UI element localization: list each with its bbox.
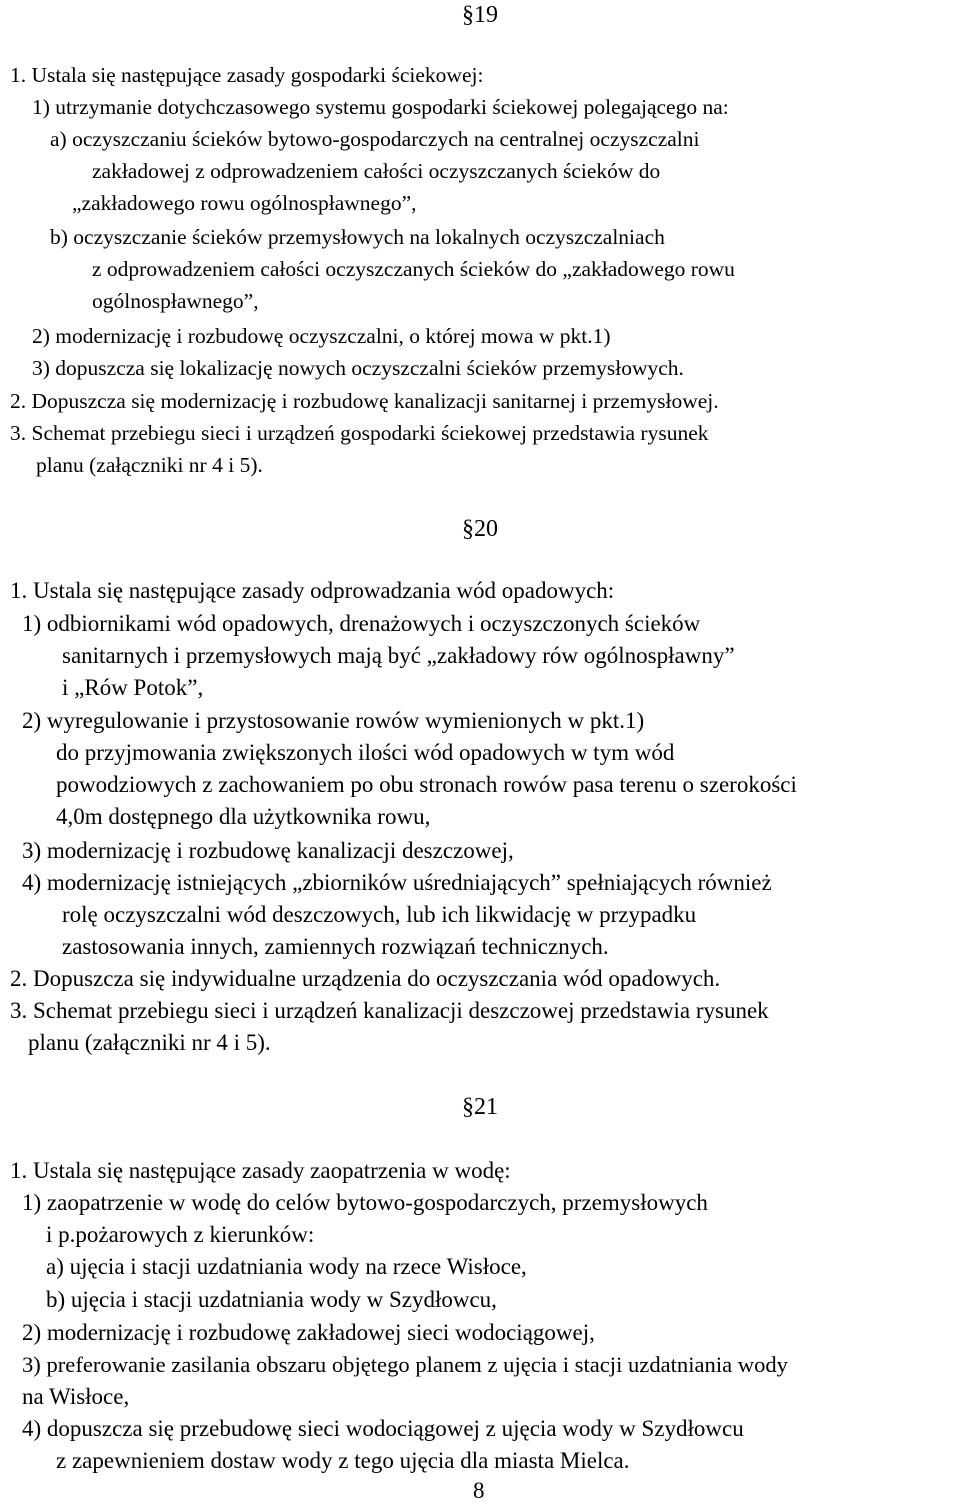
sec19-line: planu (załączniki nr 4 i 5). <box>36 453 263 477</box>
sec21-line: 4) dopuszcza się przebudowę sieci wodociągowej z ujęcia wody w Szydłowcu <box>22 1416 744 1441</box>
section-19-heading: §19 <box>462 2 498 28</box>
sec20-line: zastosowania innych, zamiennych rozwiązań technicznych. <box>62 934 609 959</box>
sec21-line: z zapewnieniem dostaw wody z tego ujęcia dla miasta Mielca. <box>56 1448 630 1473</box>
sec20-line: 2. Dopuszcza się indywidualne urządzenia do oczyszczania wód opadowych. <box>10 966 721 991</box>
sec19-line: a) oczyszczaniu ścieków bytowo-gospodarczych na centralnej oczyszczalni <box>50 127 700 151</box>
sec19-line: b) oczyszczanie ścieków przemysłowych na lokalnych oczyszczalniach <box>50 225 665 249</box>
sec20-line: 4) modernizację istniejących „zbiorników uśredniających” spełniających również <box>22 870 772 895</box>
sec20-line: powodziowych z zachowaniem po obu stronach rowów pasa terenu o szerokości <box>56 772 797 797</box>
sec21-line: na Wisłoce, <box>22 1384 130 1409</box>
sec19-line: 3) dopuszcza się lokalizację nowych oczyszczalni ścieków przemysłowych. <box>32 356 684 380</box>
page-number: 8 <box>473 1478 485 1503</box>
sec19-line: „zakładowego rowu ogólnospławnego”, <box>72 191 417 215</box>
sec20-line: rolę oczyszczalni wód deszczowych, lub ich likwidację w przypadku <box>62 902 697 927</box>
sec21-line: a) ujęcia i stacji uzdatniania wody na rzece Wisłoce, <box>46 1254 527 1279</box>
sec20-line: sanitarnych i przemysłowych mają być „zakładowy rów ogólnospławny” <box>62 643 735 668</box>
sec19-line: ogólnospławnego”, <box>92 289 259 313</box>
sec20-line: 4,0m dostępnego dla użytkownika rowu, <box>56 804 431 829</box>
sec21-line: b) ujęcia i stacji uzdatniania wody w Szydłowcu, <box>46 1287 497 1312</box>
sec21-line: i p.pożarowych z kierunków: <box>46 1222 315 1247</box>
sec20-line: 3) modernizację i rozbudowę kanalizacji deszczowej, <box>22 838 514 863</box>
sec19-line: z odprowadzeniem całości oczyszczanych ścieków do „zakładowego rowu <box>92 257 735 281</box>
sec20-line: 1) odbiornikami wód opadowych, drenażowych i oczyszczonych ścieków <box>22 611 701 636</box>
section-20-heading: §20 <box>462 516 498 542</box>
sec19-line: 2. Dopuszcza się modernizację i rozbudowę kanalizacji sanitarnej i przemysłowej. <box>10 389 719 413</box>
sec20-line: 3. Schemat przebiegu sieci i urządzeń kanalizacji deszczowej przedstawia rysunek <box>10 998 769 1023</box>
sec20-line: i „Rów Potok”, <box>62 675 204 700</box>
sec21-line: 3) preferowanie zasilania obszaru objętego planem z ujęcia i stacji uzdatniania wody <box>22 1352 788 1377</box>
sec20-line: do przyjmowania zwiększonych ilości wód opadowych w tym wód <box>56 740 675 765</box>
section-21-heading: §21 <box>462 1094 498 1120</box>
sec19-line: zakładowej z odprowadzeniem całości oczyszczanych ścieków do <box>92 159 661 183</box>
sec20-line: 2) wyregulowanie i przystosowanie rowów wymienionych w pkt.1) <box>22 708 645 733</box>
sec20-line: 1. Ustala się następujące zasady odprowadzania wód opadowych: <box>10 578 615 603</box>
sec21-line: 1. Ustala się następujące zasady zaopatrzenia w wodę: <box>10 1158 511 1183</box>
sec19-line: 2) modernizację i rozbudowę oczyszczalni, o której mowa w pkt.1) <box>32 324 611 348</box>
sec20-line: planu (załączniki nr 4 i 5). <box>28 1030 271 1055</box>
sec19-line: 1. Ustala się następujące zasady gospodarki ściekowej: <box>10 63 484 87</box>
sec19-line: 1) utrzymanie dotychczasowego systemu gospodarki ściekowej polegającego na: <box>32 95 729 119</box>
sec19-line: 3. Schemat przebiegu sieci i urządzeń gospodarki ściekowej przedstawia rysunek <box>10 421 709 445</box>
sec21-line: 2) modernizację i rozbudowę zakładowej sieci wodociągowej, <box>22 1320 595 1345</box>
sec21-line: 1) zaopatrzenie w wodę do celów bytowo-gospodarczych, przemysłowych <box>22 1190 708 1215</box>
